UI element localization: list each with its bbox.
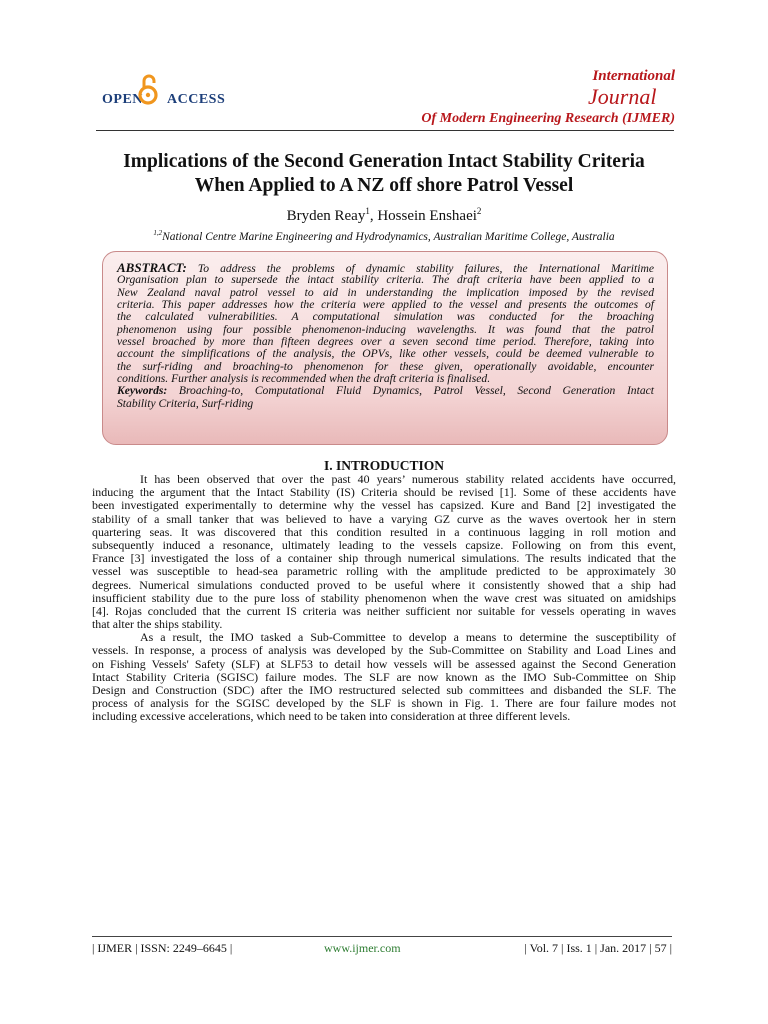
open-access-lock-icon bbox=[138, 73, 158, 107]
abstract-box bbox=[102, 251, 668, 445]
paper-title-line-1: Implications of the Second Generation Intact Stability Criteria bbox=[123, 151, 645, 172]
body-line: subsequently induced a resonance, ultimately leading to the vessels capsize. Following on from this event, bbox=[92, 537, 676, 552]
paper-title bbox=[60, 150, 708, 198]
journal-international-label: International bbox=[592, 68, 675, 84]
abstract-line: conditions. Further analysis is recommended when the draft criteria is finalised. bbox=[117, 372, 491, 386]
keywords-label: Keywords: bbox=[117, 384, 168, 398]
header-divider bbox=[96, 130, 674, 131]
body-line: [4]. Rojas concluded that the current IS criteria was neither sufficient nor suitable for vessels operating in waves bbox=[92, 603, 676, 618]
body-line: insufficient stability due to the pure loss of stability phenomenon when the wave crest was situated on amidships bbox=[92, 590, 676, 605]
keywords-line bbox=[117, 385, 654, 397]
paper-affiliation bbox=[60, 229, 708, 243]
body-line: on Fishing Vessels' Safety (SLF) at SLF53 to detail how vessels will be assessed against the Second Generation bbox=[92, 656, 676, 671]
keywords-text-1: Broaching-to, Computational Fluid Dynamics, Patrol Vessel, Second Generation Intact bbox=[167, 384, 654, 398]
open-access-open-label: OPEN bbox=[102, 92, 143, 107]
abstract-line-text: To address the problems of dynamic stability failures, the International Maritime bbox=[186, 262, 654, 275]
body-line: that alter the ships stability. bbox=[92, 617, 223, 632]
body-line: Intact Stability Criteria (SGISC) failure modes. The SLF are now known as the IMO Sub-Committee on Ship bbox=[92, 669, 676, 684]
body-line: including excessive accelerations, which need to be taken into consideration at three different levels. bbox=[92, 709, 571, 724]
body-line: As a result, the IMO tasked a Sub-Committee to develop a means to determine the susceptibility of bbox=[140, 630, 676, 645]
affiliation-text: National Centre Marine Engineering and Hydrodynamics, Australian Maritime College, Australia bbox=[162, 230, 615, 243]
footer-divider bbox=[92, 936, 672, 937]
author-sup-2: 2 bbox=[476, 206, 482, 216]
introduction-body bbox=[92, 473, 676, 724]
introduction-paragraph-1 bbox=[92, 473, 676, 631]
abstract-line: vessel broached by more than fifteen degrees over a seven second time period. Therefore, taking into bbox=[117, 335, 654, 349]
journal-name-label: Journal bbox=[588, 84, 657, 109]
author-name-1: Bryden Reay bbox=[286, 208, 366, 224]
body-line: stability of a small tanker that was believed to have a varying GZ curve as the waves overtook her in stern bbox=[92, 511, 676, 526]
abstract-label: ABSTRACT: bbox=[117, 260, 187, 275]
affiliation-sup: 1,2 bbox=[153, 229, 163, 237]
body-line: vessel was susceptible to head-sea parametric rolling with the amplitude predicted to be approximately 30 bbox=[92, 564, 676, 579]
body-line: vessels. In response, a process of analysis was developed by the Sub-Committee on Stability and Load Lines and bbox=[92, 643, 676, 658]
abstract-line: New Zealand naval patrol vessel to aid in understanding the implication imposed by the revised bbox=[117, 285, 654, 299]
footer-website-link[interactable]: www.ijmer.com bbox=[324, 941, 401, 955]
body-line: quartering seas. It was discovered that this condition resulted in a continuous lagging in roll motion and bbox=[92, 524, 676, 539]
body-line: inducing the argument that the Intact Stability (IS) Criteria should be revised [1]. Some of these accidents have bbox=[92, 485, 676, 500]
body-line: It has been observed that over the past 40 years’ numerous stability related accidents have occurred, bbox=[140, 472, 676, 486]
abstract-line: phenomenon using four possible phenomenon-inducing wavelengths. It was found that the patrol bbox=[117, 322, 654, 336]
introduction-paragraph-2 bbox=[92, 631, 676, 723]
body-line: Design and Construction (SDC) after the IMO restructured selected sub committees and disbanded the SLF. The bbox=[92, 683, 676, 697]
journal-subtitle-label: Of Modern Engineering Research (IJMER) bbox=[421, 111, 675, 126]
body-line: been investigated experimentally to determine why the vessel has capsized. Kure and Band [2] investigated the bbox=[92, 498, 676, 513]
paper-title-line-2: When Applied to A NZ off shore Patrol Vessel bbox=[194, 175, 574, 196]
body-line: degrees. Numerical simulations conducted proved to be useful where it consistently showed that a ship had bbox=[92, 577, 676, 592]
body-line: France [3] investigated the loss of a container ship through numerical simulations. The results indicated that the bbox=[92, 551, 676, 566]
abstract-line: criteria. This paper addresses how the criteria were applied to the vessel and presents the outcomes of bbox=[117, 298, 654, 312]
author-separator: , bbox=[369, 208, 378, 224]
author-sup-1: 1 bbox=[365, 206, 370, 216]
open-access-access-label: ACCESS bbox=[167, 92, 226, 107]
abstract-line: Organisation plan to supersede the intact stability criteria. The draft criteria have been applied to a bbox=[117, 273, 654, 287]
keywords-text-2: Stability Criteria, Surf-riding bbox=[117, 396, 254, 410]
abstract-line: the calculated vulnerabilities. A computational simulation was conducted for the broaching bbox=[117, 310, 654, 324]
footer-volume-info: | Vol. 7 | Iss. 1 | Jan. 2017 | 57 | bbox=[524, 941, 672, 955]
body-line: process of analysis for the SGISC developed by the SLF is shown in Fig. 1. There are four failure modes not bbox=[92, 696, 676, 711]
footer-issn: | IJMER | ISSN: 2249–6645 | bbox=[92, 941, 233, 955]
author-name-2: Hossein Enshaei bbox=[377, 208, 477, 224]
abstract-line: the surf-riding and broaching-to phenomenon for these given, operationally avoidable, encounter bbox=[117, 359, 654, 373]
paper-authors bbox=[60, 206, 708, 225]
abstract-line: account the simplifications of the analysis, the OPVs, like other vessels, could be deemed vulnerable to bbox=[117, 347, 654, 361]
section-heading-introduction: I. INTRODUCTION bbox=[323, 458, 445, 473]
